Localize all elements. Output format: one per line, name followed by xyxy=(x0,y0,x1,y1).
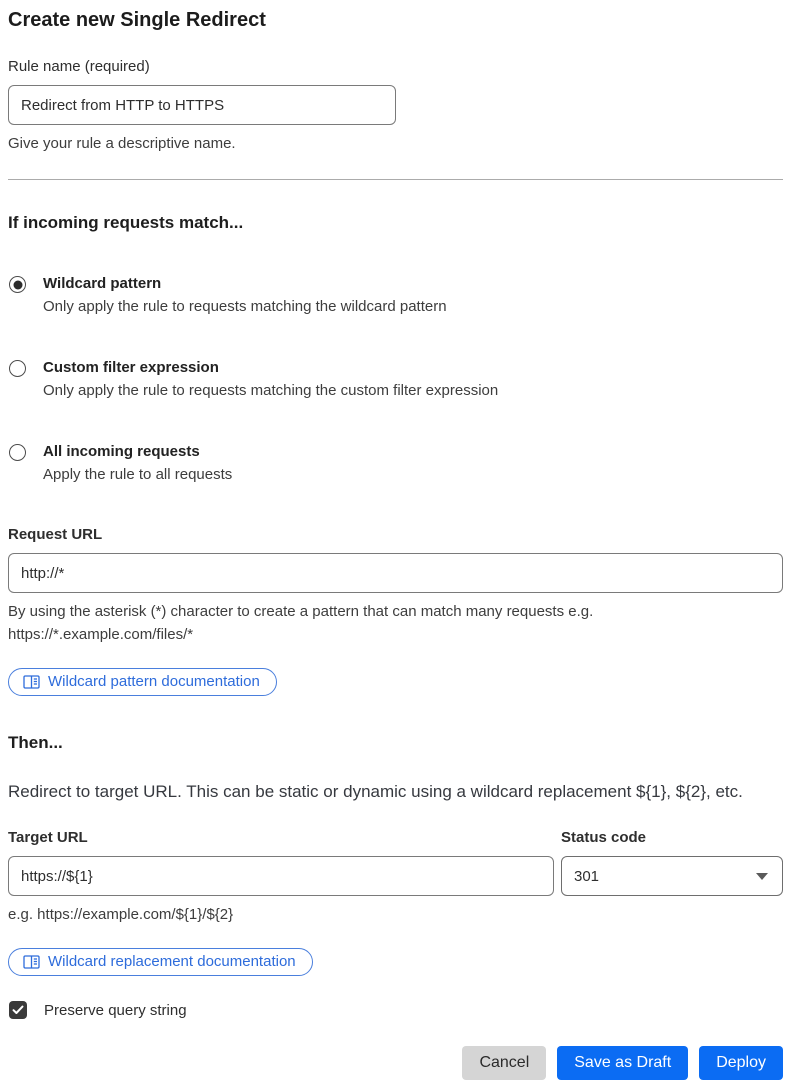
radio-option-description: Only apply the rule to requests matching the custom filter expression xyxy=(43,382,499,399)
radio-button-icon[interactable] xyxy=(9,360,26,377)
wildcard-pattern-docs-button[interactable] xyxy=(8,668,277,696)
wildcard-pattern-docs-label: Wildcard pattern documentation xyxy=(48,673,260,690)
match-options-radio-group xyxy=(8,273,783,486)
status-code-select[interactable] xyxy=(561,856,783,896)
radio-option-all-requests[interactable] xyxy=(8,441,783,486)
match-section-heading: If incoming requests match... xyxy=(8,213,244,232)
save-as-draft-button[interactable]: Save as Draft xyxy=(557,1046,688,1080)
rule-name-help: Give your rule a descriptive name. xyxy=(8,135,236,152)
request-url-help-line2: https://*.example.com/files/* xyxy=(8,626,194,643)
radio-option-label: Custom filter expression xyxy=(43,359,219,376)
deploy-button[interactable]: Deploy xyxy=(699,1046,783,1080)
request-url-input[interactable] xyxy=(8,553,783,593)
radio-option-label: All incoming requests xyxy=(43,443,200,460)
footer-actions xyxy=(8,1046,783,1080)
status-code-label: Status code xyxy=(561,829,647,846)
radio-option-wildcard-pattern[interactable] xyxy=(8,273,783,318)
radio-option-description: Apply the rule to all requests xyxy=(43,466,233,483)
wildcard-replacement-docs-button[interactable] xyxy=(8,948,313,976)
request-url-label: Request URL xyxy=(8,526,103,543)
book-icon xyxy=(23,675,40,689)
preserve-query-row[interactable] xyxy=(8,1001,783,1019)
request-url-help-line1: By using the asterisk (*) character to create a pattern that can match many requests e.g. xyxy=(8,603,594,620)
radio-option-label: Wildcard pattern xyxy=(43,275,162,292)
radio-button-icon[interactable] xyxy=(9,276,26,293)
target-url-input[interactable] xyxy=(8,856,554,896)
rule-name-input[interactable] xyxy=(8,85,396,125)
request-url-help xyxy=(8,600,783,646)
rule-name-group xyxy=(8,57,783,155)
checkmark-icon xyxy=(12,1005,24,1015)
target-row xyxy=(8,828,783,896)
wildcard-replacement-docs-label: Wildcard replacement documentation xyxy=(48,953,296,970)
preserve-query-label: Preserve query string xyxy=(44,1001,187,1019)
target-url-help: e.g. https://example.com/${1}/${2} xyxy=(8,906,234,923)
status-code-group xyxy=(561,828,783,896)
book-icon xyxy=(23,955,40,969)
rule-name-label: Rule name (required) xyxy=(8,58,150,75)
chevron-down-icon xyxy=(756,873,768,880)
status-code-value: 301 xyxy=(574,867,600,885)
target-url-label: Target URL xyxy=(8,829,88,846)
then-section-heading: Then... xyxy=(8,733,63,752)
radio-button-icon[interactable] xyxy=(9,444,26,461)
then-section-description: Redirect to target URL. This can be static or dynamic using a wildcard replacement ${1}, ${2}, etc. xyxy=(8,782,743,801)
cancel-button[interactable]: Cancel xyxy=(462,1046,546,1080)
radio-option-description: Only apply the rule to requests matching the wildcard pattern xyxy=(43,298,447,315)
section-divider xyxy=(8,179,783,180)
preserve-query-checkbox[interactable] xyxy=(9,1001,27,1019)
request-url-group xyxy=(8,525,783,696)
radio-option-custom-filter[interactable] xyxy=(8,357,783,402)
target-url-group xyxy=(8,828,554,896)
page-title: Create new Single Redirect xyxy=(8,9,266,31)
